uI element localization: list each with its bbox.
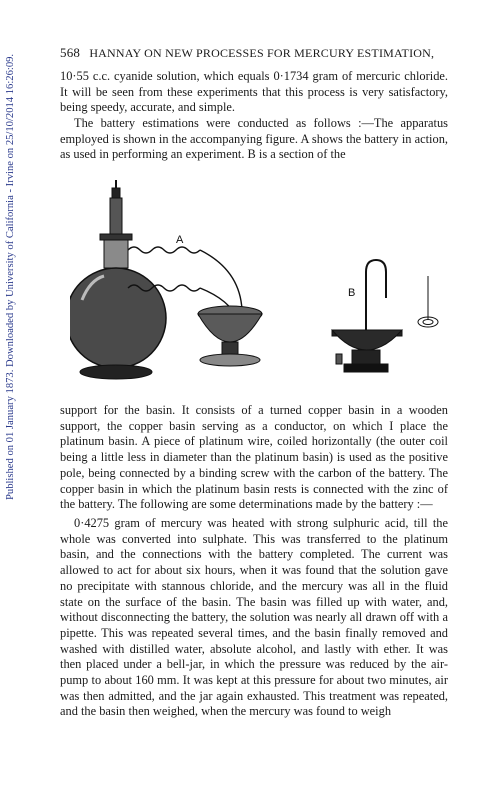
basin-stand: [198, 306, 262, 366]
running-title: HANNAY ON NEW PROCESSES FOR MERCURY ESTIMATION,: [89, 46, 435, 60]
apparatus-figure: [70, 180, 450, 390]
running-header: [60, 45, 468, 61]
battery-flask: [70, 180, 166, 379]
paragraph-battery-intro: The battery estimations were conducted as follows :—The apparatus employed is shown in the accompanying figure. A shows the battery in action, as used in performing an experiment. B is a section of the: [60, 116, 448, 162]
paragraph-support-description: support for the basin. It consists of a turned copper basin in a wooden support, the copper basin serving as a conductor, on which I place the platinum basin. A piece of platinum wire, coiled horizontally (the outer coil being a little less in diameter than the platinum basin) is used as the positive pole, being connected by a binding screw with the carbon of the battery. The copper basin in which the platinum basin rests is connected with the zinc of the battery. The following are some determinations made by the battery :—: [60, 403, 448, 512]
figure-label-a: A: [176, 234, 184, 246]
section-b: [332, 260, 402, 372]
figure-label-b: B: [348, 287, 356, 299]
download-notice: Published on 01 January 1873. Downloaded by University of California - Irvine on 25/10/2014 16:26:09.: [5, 53, 16, 500]
platinum-coil: [418, 276, 438, 327]
side-watermark-note: [4, 20, 18, 500]
paragraph-cyanide-result: 10·55 c.c. cyanide solution, which equals 0·1734 gram of mercuric chloride. It will be seen from these experiments that this process is very satisfactory, being speedy, accurate, and simple.: [60, 69, 448, 115]
paragraph-mercury-experiment: 0·4275 gram of mercury was heated with strong sulphuric acid, till the whole was converted into sulphate. This was transferred to the platinum basin, and the connections with the battery completed. The current was allowed to act for about six hours, when it was found that the solution gave no precipitate with stannous chloride, and the mercury was all in the fluid state on the surface of the basin. The basin was filled up with water, and, without disconnecting the battery, the solution was nearly all drawn off with a pipette. This was repeated several times, and the basin finally removed and washed with distilled water, absolute alcohol, and lastly with ether. It was then placed under a bell-jar, in which the pressure was reduced by the air-pump to about 160 mm. It was kept at this pressure for about two minutes, air was then admitted, and the jar again exhausted. This treatment was repeated, and the basin then weighed, when the mercury was found to weigh: [60, 516, 448, 719]
apparatus-illustration: [70, 180, 450, 390]
page-number: 568: [60, 45, 81, 60]
